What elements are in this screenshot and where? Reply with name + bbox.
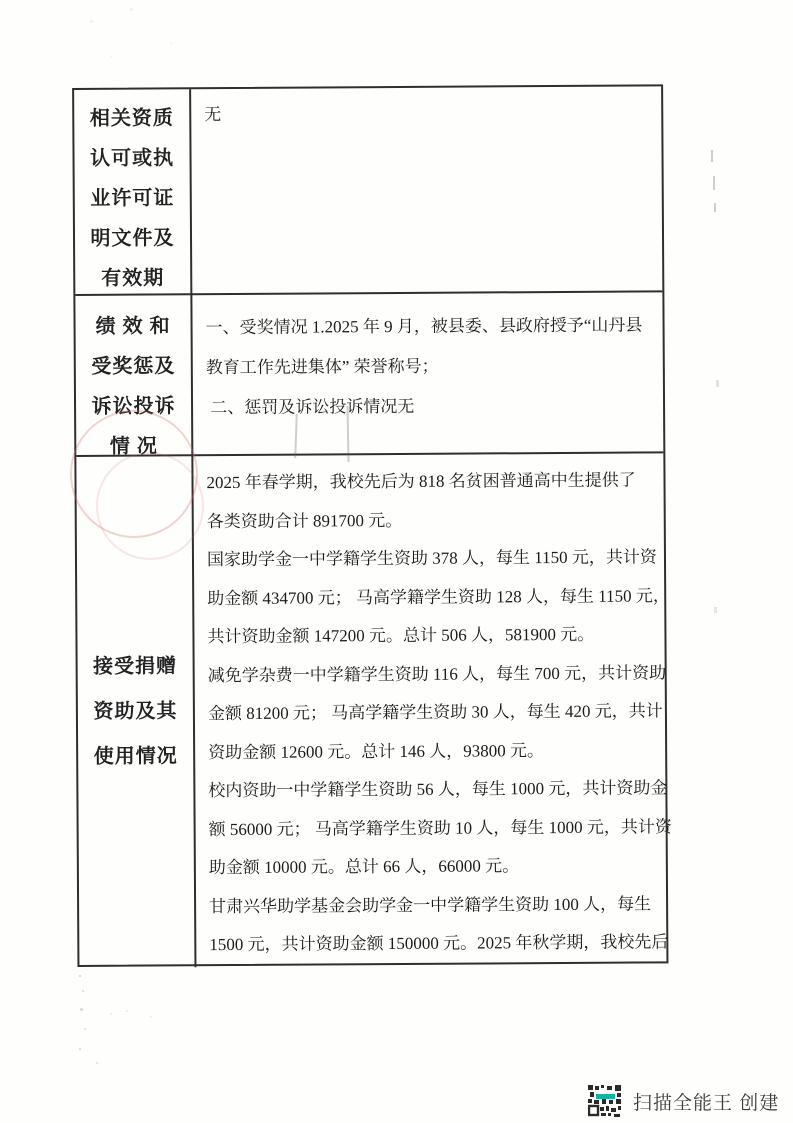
info-disclosure-table [72, 84, 672, 967]
scan-speck [79, 1048, 81, 1050]
content-line: 资助金额 12600 元。总计 146 人，93800 元。 [208, 740, 544, 762]
content-line: 国家助学金一中学籍学生资助 378 人，每生 1150 元，共计资 [206, 547, 657, 570]
row-label-donations-usage [76, 456, 194, 967]
cell-donations-usage-content [193, 453, 670, 966]
content-line: 2025 年春学期，我校先后为 818 名贫困普通高中生提供了 [206, 470, 636, 493]
content-line: 1500 元，共计资助金额 150000 元。2025 年秋学期，我校先后 [209, 932, 669, 955]
row-label-performance-awards [75, 295, 191, 458]
scan-speck [84, 1028, 86, 1030]
label-line: 情 况 [109, 435, 158, 458]
watermark-text: 扫描全能王 创建 [633, 1092, 780, 1114]
content-line: 各类资助合计 891700 元。 [206, 510, 403, 531]
content-line: 一、受奖情况 1.2025 年 9 月，被县委、县政府授予“山丹县 [205, 315, 643, 338]
label-line: 明文件及 [90, 227, 175, 250]
scan-speck [150, 1016, 152, 1018]
cell-qualifications-content [191, 86, 666, 293]
cell-performance-awards-content [192, 292, 667, 454]
watermark [588, 1085, 779, 1117]
label-line: 有效期 [101, 267, 165, 290]
content-line: 教育工作先进集体” 荣誉称号； [205, 356, 439, 378]
scan-artifact [716, 380, 719, 387]
row-label-qualifications [74, 89, 190, 294]
content-line: 共计资助金额 147200 元。总计 506 人，581900 元。 [207, 624, 595, 647]
scan-artifact [713, 176, 715, 190]
content-line: 助金额 434700 元； 马高学籍学生资助 128 人，每生 1150 元， [207, 585, 670, 608]
scan-speck [130, 8, 133, 11]
scan-artifact [714, 607, 717, 613]
content-line: 甘肃兴华助学基金会助学金一中学籍学生资助 100 人，每生 [209, 893, 652, 916]
scan-speck [90, 20, 93, 23]
camscanner-qr-logo-icon [588, 1085, 622, 1117]
content-line: 校内资助一中学籍学生资助 56 人，每生 1000 元，共计资助金 [208, 778, 668, 801]
content-line: 助金额 10000 元。总计 66 人，66000 元。 [208, 856, 520, 878]
content-line: 无 [204, 105, 222, 125]
content-line: 二、惩罚及诉讼投诉情况无 [205, 396, 415, 418]
scan-speck [80, 1008, 83, 1011]
scan-artifact [711, 150, 713, 162]
label-line: 诉讼投诉 [91, 395, 176, 418]
label-line: 认可或执 [89, 147, 175, 170]
label-line: 资助及其 [93, 699, 178, 723]
label-line: 使用情况 [93, 744, 178, 768]
label-line: 接受捐赠 [93, 654, 178, 678]
scan-speck [96, 1062, 98, 1064]
label-line: 相关资质 [89, 107, 174, 130]
scan-artifact [714, 203, 716, 212]
label-line: 受奖惩及 [91, 355, 176, 378]
scan-speck [126, 1010, 128, 1012]
content-line: 金额 81200 元； 马高学籍学生资助 30 人，每生 420 元，共计 [207, 701, 663, 724]
label-line: 业许可证 [90, 187, 175, 210]
scan-speck [110, 1013, 112, 1015]
content-line: 额 56000 元； 马高学籍学生资助 10 人，每生 1000 元，共计资 [208, 816, 672, 839]
scan-speck [110, 56, 112, 58]
scan-speck [170, 42, 172, 44]
scan-speck [82, 990, 84, 992]
content-line: 减免学杂费一中学籍学生资助 116 人，每生 700 元，共计资助 [207, 662, 667, 685]
scan-speck [79, 975, 81, 977]
label-line: 绩 效 和 [95, 315, 171, 338]
